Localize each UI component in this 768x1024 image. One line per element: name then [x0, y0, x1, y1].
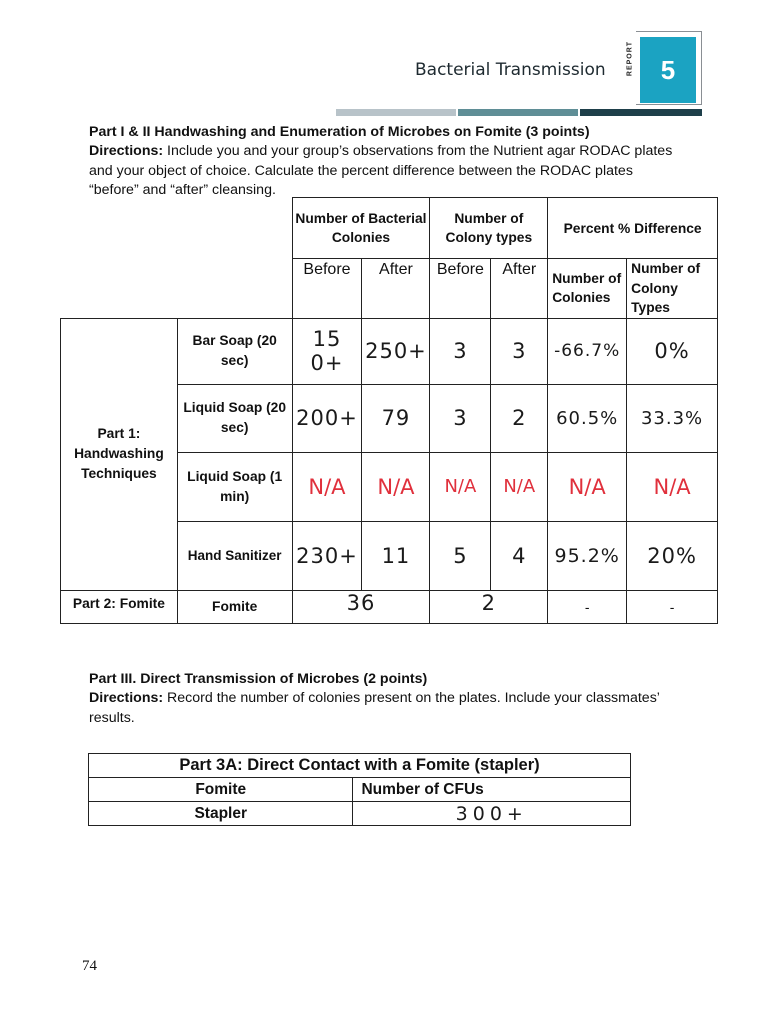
liquid-1min-colonies-after: N/A: [362, 452, 430, 521]
fomite-colonies: 36: [292, 590, 430, 623]
table2-header-cfus: Number of CFUs: [353, 778, 631, 802]
part12-directions-label: Directions:: [89, 143, 164, 160]
sanitizer-colonies-after: 11: [362, 521, 430, 590]
empty-corner: [61, 198, 293, 319]
liquid-1min-types-after: N/A: [491, 452, 548, 521]
liquid-20-types-after: 2: [491, 384, 548, 452]
liquid-1min-types-before: N/A: [430, 452, 491, 521]
header-types-after: After: [491, 259, 548, 319]
part3-intro: [89, 670, 709, 728]
liquid-20-pct-colonies: 60.5%: [548, 384, 627, 452]
header-colonies-after: After: [362, 259, 430, 319]
group-handwashing: Part 1: Handwashing Techniques: [61, 318, 178, 590]
liquid-20-colonies-before: 200+: [292, 384, 362, 452]
sanitizer-types-after: 4: [491, 521, 548, 590]
fomite-types: 2: [430, 590, 548, 623]
page-number: 74: [82, 958, 97, 974]
header-colony-types: Number of Colony types: [430, 198, 548, 259]
header-band-light: [336, 109, 456, 116]
table2-title: Part 3A: Direct Contact with a Fomite (stapler): [89, 754, 631, 778]
bar-soap-pct-colonies: -66.7%: [548, 318, 627, 384]
part12-directions-text: Include you and your group’s observations from the Nutrient agar RODAC plates and your object of choice. Calculate the percent difference between the RODAC plates “before” and “after” cleansing.: [89, 143, 673, 199]
header-band-mid: [458, 109, 578, 116]
liquid-1min-colonies-before: N/A: [292, 452, 362, 521]
table2-header-fomite: Fomite: [89, 778, 353, 802]
table2-stapler-cfus: 300+: [353, 802, 631, 826]
bar-soap-colonies-before: 15 0+: [292, 318, 362, 384]
sanitizer-colonies-before: 230+: [292, 521, 362, 590]
part12-heading: Part I & II Handwashing and Enumeration of Microbes on Fomite (3 points): [89, 124, 590, 140]
header-percent-difference: Percent % Difference: [548, 198, 718, 259]
sanitizer-pct-types: 20%: [627, 521, 718, 590]
header-title: Bacterial Transmission: [415, 60, 606, 80]
fomite-pct-colonies: -: [548, 590, 627, 623]
report-number-badge: 5: [640, 37, 696, 103]
liquid-1min-pct-colonies: N/A: [548, 452, 627, 521]
part3-heading: Part III. Direct Transmission of Microbes (2 points): [89, 671, 428, 687]
row-label-liquid-soap-20: Liquid Soap (20 sec): [177, 384, 292, 452]
header-bacterial-colonies: Number of Bacterial Colonies: [292, 198, 430, 259]
liquid-1min-pct-types: N/A: [627, 452, 718, 521]
liquid-20-types-before: 3: [430, 384, 491, 452]
liquid-20-pct-types: 33.3%: [627, 384, 718, 452]
liquid-20-colonies-after: 79: [362, 384, 430, 452]
row-label-hand-sanitizer: Hand Sanitizer: [177, 521, 292, 590]
header-types-before: Before: [430, 259, 491, 319]
bar-soap-colonies-after: 250+: [362, 318, 430, 384]
table2-row-label-stapler: Stapler: [89, 802, 353, 826]
header-pct-colony-types: Number of Colony Types: [627, 259, 718, 319]
sanitizer-types-before: 5: [430, 521, 491, 590]
group-fomite: Part 2: Fomite: [61, 590, 178, 623]
row-label-fomite: Fomite: [177, 590, 292, 623]
fomite-pct-types: -: [627, 590, 718, 623]
header-band-dark: [580, 109, 702, 116]
header-pct-colonies: Number of Colonies: [548, 259, 627, 319]
part12-intro: [89, 123, 679, 201]
bar-soap-types-after: 3: [491, 318, 548, 384]
direct-contact-table: [88, 753, 631, 826]
report-label: REPORT: [626, 40, 634, 77]
part3-directions-text: Record the number of colonies present on the plates. Include your classmates’ results.: [89, 690, 660, 726]
header-colonies-before: Before: [292, 259, 362, 319]
handwashing-table: [60, 197, 718, 624]
bar-soap-types-before: 3: [430, 318, 491, 384]
sanitizer-pct-colonies: 95.2%: [548, 521, 627, 590]
row-label-liquid-soap-1min: Liquid Soap (1 min): [177, 452, 292, 521]
row-label-bar-soap: Bar Soap (20 sec): [177, 318, 292, 384]
part3-directions-label: Directions:: [89, 690, 164, 707]
bar-soap-pct-types: 0%: [627, 318, 718, 384]
